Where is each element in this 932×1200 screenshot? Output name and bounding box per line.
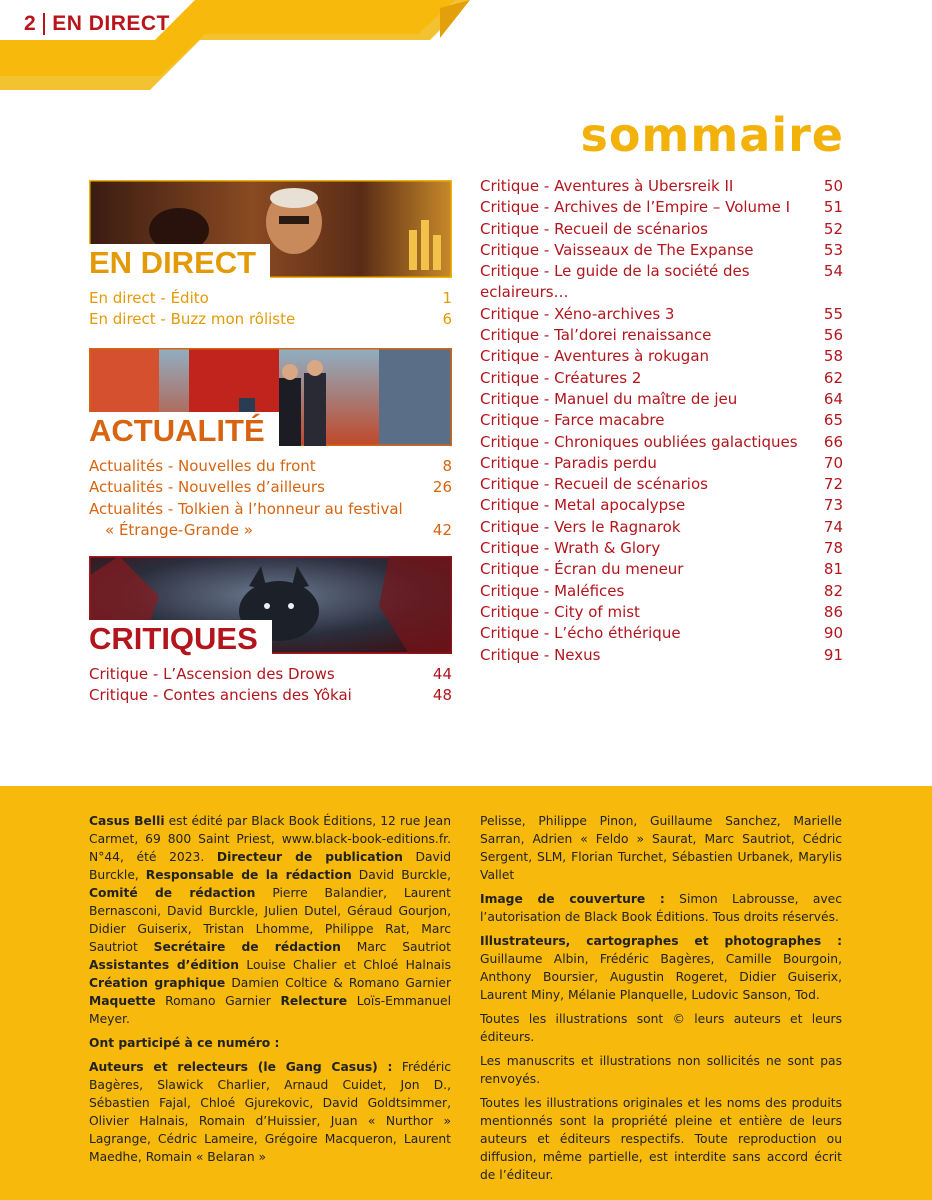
toc-entry[interactable]: Critique - Xéno-archives 3 55: [480, 304, 843, 323]
section-actualite: [89, 348, 452, 541]
credits-paragraph: [89, 812, 451, 1028]
credits-left-column: [89, 812, 451, 1172]
credits-paragraph: [480, 932, 842, 1004]
toc-entry[interactable]: Critique - Nexus 91: [480, 645, 843, 664]
section-title-actualite: ACTUALITÉ: [89, 412, 279, 448]
toc-entry[interactable]: Critique - Vers le Ragnarok 74: [480, 517, 843, 536]
toc-entry[interactable]: Critique - Aventures à rokugan 58: [480, 347, 843, 366]
credit-role: Auteurs et relecteurs (le Gang Casus) :: [89, 1060, 393, 1074]
toc-entry[interactable]: Critique - Maléfices 82: [480, 581, 843, 600]
credit-text: Marc Sautriot: [340, 940, 451, 954]
toc-entry[interactable]: Critique - Recueil de scénarios 72: [480, 475, 843, 494]
toc-entry[interactable]: En direct - Édito 1: [89, 289, 452, 307]
header-divider: [43, 13, 45, 35]
toc-entry[interactable]: Critique - Créatures 2 62: [480, 368, 843, 387]
toc-entry[interactable]: Critique - Farce macabre 65: [480, 411, 843, 430]
toc-entry[interactable]: Critique - L’écho éthérique 90: [480, 624, 843, 643]
toc-entry[interactable]: « Étrange-Grande » 42: [105, 520, 452, 539]
banner-actualite: [89, 348, 452, 446]
credit-role: Illustrateurs, cartographes et photographes :: [480, 934, 842, 948]
credit-role: Assistantes d’édition: [89, 958, 239, 972]
credit-text: Louise Chalier et Chloé Halnais: [239, 958, 451, 972]
critique-list: [480, 176, 843, 666]
credit-text: Simon Labrousse, avec l’autorisation de Black Book Éditions. Tous droits réservés.: [480, 892, 842, 924]
credit-role: Casus Belli: [89, 814, 165, 828]
credit-role: Maquette: [89, 994, 156, 1008]
credit-text: Frédéric Bagères, Slawick Charlier, Arnaud Cuidet, Jon D., Sébastien Fajal, Chloé Gjurekovic, David Goldtsimmer, Olivier Halnais, Romain d’Huissier, Juan « Nurthor » Lagrange, Cédric Lameire, Grégoire Macqueron, Laurent Maedhe, Romain « Belaran »: [89, 1060, 452, 1164]
credit-text: Loïs-Emmanuel Meyer.: [89, 994, 451, 1026]
section-title-critiques: CRITIQUES: [89, 620, 272, 656]
credits-footer: [0, 786, 932, 1200]
credits-paragraph: [480, 812, 842, 884]
credit-role: Comité de rédaction: [89, 886, 256, 900]
credit-role: Secrétaire de rédaction: [153, 940, 341, 954]
credits-paragraph: [480, 890, 842, 926]
toc-entry[interactable]: Critique - L’Ascension des Drows 44: [89, 665, 452, 683]
toc-entry[interactable]: Critique - Le guide de la société des eclaireurs… 54: [480, 262, 843, 302]
credit-text: Pelisse, Philippe Pinon, Guillaume Sanchez, Marielle Sarran, Adrien « Feldo » Saurat, Marc Sautriot, Cédric Sergent, SLM, Florian Turchet, Sébastien Urbanek, Marylis Vallet: [480, 814, 842, 882]
credits-paragraph: [480, 1052, 842, 1088]
credits-paragraph: [480, 1010, 842, 1046]
credit-text: Pierre Balandier, Laurent Bernasconi, David Burckle, Julien Dutel, Géraud Gourjon, Didier Guiserix, Tristan Lhomme, Philippe Rat, Marc Sautriot: [89, 886, 451, 954]
credit-text: Damien Coltice & Romano Garnier: [225, 976, 451, 990]
credits-paragraph: [89, 1034, 451, 1052]
section-critiques: [89, 556, 452, 707]
toc-entry[interactable]: Critique - Contes anciens des Yôkai 48: [89, 686, 452, 705]
credit-role: Image de couverture :: [480, 892, 665, 906]
toc-entry[interactable]: Actualités - Nouvelles du front 8: [89, 457, 452, 475]
credit-text: est édité par Black Book Éditions, 12 rue Jean Carmet, 69 800 Saint Priest, www.black-book-editions.fr. N°44, été 2023.: [89, 814, 451, 864]
credit-text: Les manuscrits et illustrations non sollicités ne sont pas renvoyés.: [480, 1054, 842, 1086]
credit-text: Toutes les illustrations originales et les noms des produits mentionnés sont la propriété pleine et entière de leurs auteurs et éditeurs respectifs. Toute reproduction ou diffusion, même partielle, est interdite sans accord écrit de l’éditeur.: [480, 1096, 842, 1182]
banner-critiques: [89, 556, 452, 654]
toc-entry[interactable]: Critique - City of mist 86: [480, 602, 843, 621]
credit-text: Guillaume Albin, Frédéric Bagères, Camille Bourgoin, Anthony Boursier, Augustin Rogeret, Didier Guiserix, Laurent Miny, Mélanie Planquelle, Ludovic Sanson, Tod.: [480, 952, 842, 1002]
credit-role: Responsable de la rédaction: [145, 868, 352, 882]
page-title: sommaire: [580, 108, 844, 162]
toc-entry[interactable]: Critique - Metal apocalypse 73: [480, 496, 843, 515]
toc-entry[interactable]: Critique - Vaisseaux de The Expanse 53: [480, 240, 843, 259]
credits-paragraph: [89, 1058, 451, 1166]
credit-text: David Burckle,: [351, 868, 452, 882]
credits-right-column: [480, 812, 842, 1190]
credits-paragraph: [480, 1094, 842, 1184]
credit-role: Ont participé à ce numéro :: [89, 1036, 280, 1050]
toc-entry[interactable]: Critique - Tal’dorei renaissance 56: [480, 326, 843, 345]
credit-text: Toutes les illustrations sont © leurs auteurs et leurs éditeurs.: [480, 1012, 842, 1044]
credit-role: Création graphique: [89, 976, 226, 990]
credit-role: Directeur de publication: [216, 850, 403, 864]
toc-entry[interactable]: Actualités - Nouvelles d’ailleurs 26: [89, 478, 452, 497]
credit-text: Romano Garnier: [155, 994, 281, 1008]
toc-entry[interactable]: Critique - Paradis perdu 70: [480, 453, 843, 472]
credit-text: David Burckle,: [89, 850, 451, 882]
toc-entry[interactable]: Critique - Chroniques oubliées galactiques 66: [480, 432, 843, 451]
credit-role: Relecture: [280, 994, 348, 1008]
toc-entry[interactable]: Critique - Manuel du maître de jeu 64: [480, 389, 843, 408]
banner-en-direct: [89, 180, 452, 278]
section-title-en-direct: EN DIRECT: [89, 244, 270, 280]
toc-entry[interactable]: En direct - Buzz mon rôliste 6: [89, 310, 452, 329]
page-number: 2: [24, 12, 37, 35]
page-header: [0, 0, 932, 90]
toc-entry[interactable]: Critique - Recueil de scénarios 52: [480, 219, 843, 238]
header-section: EN DIRECT: [52, 12, 170, 35]
toc-entry[interactable]: Actualités - Tolkien à l’honneur au festival: [89, 499, 403, 518]
toc-entry[interactable]: Critique - Aventures à Ubersreik II 50: [480, 177, 843, 195]
toc-entry[interactable]: Critique - Écran du meneur 81: [480, 560, 843, 579]
toc-entry[interactable]: Critique - Archives de l’Empire – Volume I 51: [480, 198, 843, 217]
toc-entry[interactable]: Critique - Wrath & Glory 78: [480, 539, 843, 558]
section-en-direct: [89, 180, 452, 331]
